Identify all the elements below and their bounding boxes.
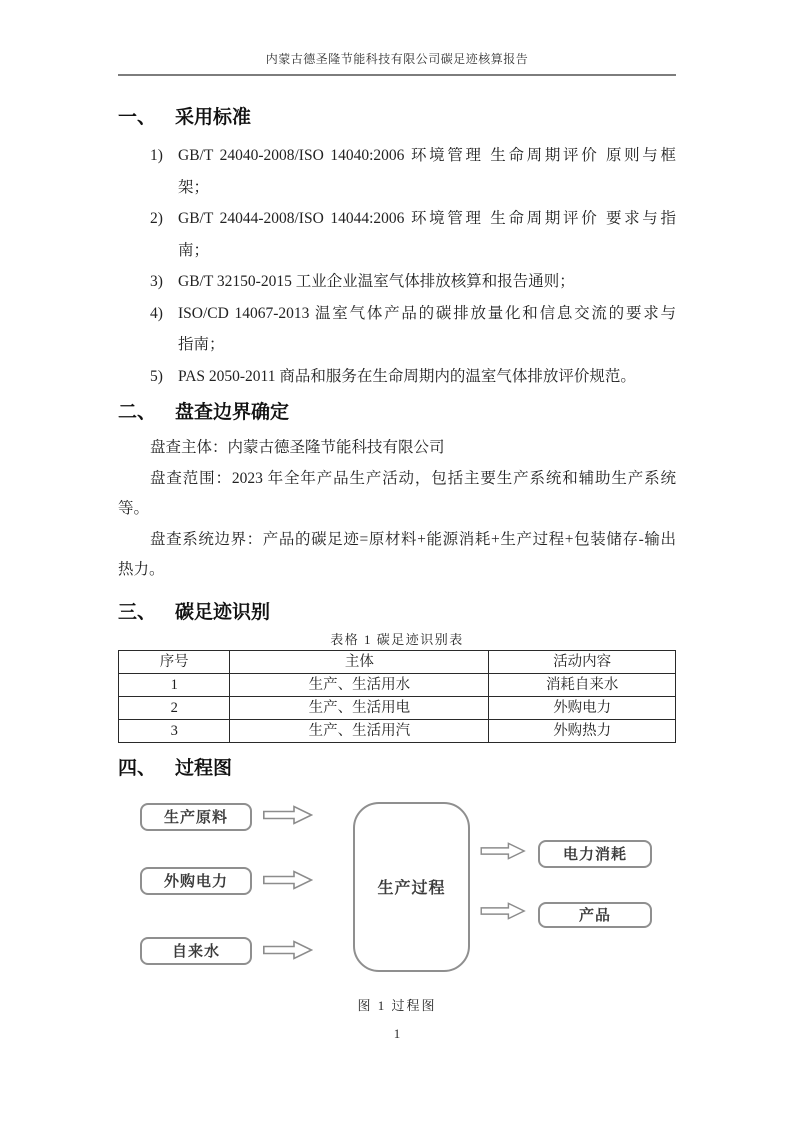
paragraph-line: 热力。	[118, 561, 165, 578]
cell-seq: 1	[119, 673, 230, 696]
diagram-process-box: 生产过程	[353, 802, 470, 972]
flow-arrow-icon	[263, 870, 313, 890]
paragraph-line: 盘查主体：内蒙古德圣隆节能科技有限公司	[150, 439, 445, 456]
flow-arrow-icon	[480, 842, 526, 860]
section-title: 盘查边界确定	[175, 402, 290, 423]
page-content	[0, 106, 794, 1014]
cell-activity: 外购热力	[489, 719, 676, 742]
table-row	[119, 696, 676, 719]
paragraph-line: 盘查系统边界：产品的碳足迹=原材料+能源消耗+生产过程+包装储存-输出	[150, 530, 676, 548]
table-caption: 表格 1 碳足迹识别表	[330, 631, 464, 647]
page-number: 1	[393, 1026, 401, 1041]
section-heading-standards	[118, 106, 676, 129]
list-item	[118, 140, 676, 203]
flow-arrow-icon	[480, 902, 526, 920]
diagram-input-purchased-electricity: 外购电力	[140, 867, 252, 895]
list-item-line: GB/T 24040-2008/ISO 14040:2006 环境管理 生命周期评价 原则与框	[178, 147, 676, 164]
section-number: 四、	[118, 757, 157, 779]
section-heading-identification	[118, 601, 676, 624]
list-item-line: 架；	[178, 178, 210, 196]
cell-seq: 3	[119, 719, 230, 742]
section-number: 一、	[118, 107, 157, 128]
list-item	[118, 298, 676, 361]
cell-subject: 生产、生活用水	[230, 673, 489, 696]
page-header	[0, 0, 794, 76]
section-title: 过程图	[175, 757, 233, 779]
section-number: 三、	[118, 601, 157, 623]
paragraph-line: 等。	[118, 500, 150, 517]
header-rule	[118, 50, 676, 76]
list-item	[118, 266, 676, 298]
section-heading-boundary	[118, 401, 676, 424]
diagram-input-raw-materials: 生产原料	[140, 803, 252, 831]
list-item-marker: 2)	[150, 210, 163, 227]
section-number: 二、	[118, 402, 157, 423]
column-header-subject: 主体	[230, 650, 489, 673]
list-item-line: PAS 2050-2011 商品和服务在生命周期内的温室气体排放评价规范。	[178, 367, 636, 385]
standards-list	[118, 140, 676, 392]
boundary-paragraphs	[118, 433, 676, 586]
section-title: 采用标准	[175, 107, 252, 128]
cell-activity: 外购电力	[489, 696, 676, 719]
list-item-line: 南；	[178, 241, 210, 259]
list-item-line: ISO/CD 14067-2013 温室气体产品的碳排放量化和信息交流的要求与	[178, 304, 676, 322]
paragraph-line: 盘查范围：2023 年全年产品生产活动，包括主要生产系统和辅助生产系统	[150, 469, 676, 487]
flow-arrow-icon	[263, 805, 313, 825]
cell-seq: 2	[119, 696, 230, 719]
list-item-marker: 5)	[150, 367, 163, 385]
section-heading-process	[118, 757, 676, 780]
diagram-input-tap-water: 自来水	[140, 937, 252, 965]
figure-caption: 图 1 过程图	[357, 997, 437, 1013]
list-item-line: 指南；	[178, 336, 225, 353]
header-title: 内蒙古德圣隆节能科技有限公司碳足迹核算报告	[265, 52, 529, 66]
table-row	[119, 673, 676, 696]
column-header-activity: 活动内容	[489, 650, 676, 673]
cell-subject: 生产、生活用汽	[230, 719, 489, 742]
diagram-output-product: 产品	[538, 902, 652, 928]
list-item	[118, 361, 676, 393]
cell-subject: 生产、生活用电	[230, 696, 489, 719]
table-header-row	[119, 650, 676, 673]
list-item-marker: 1)	[150, 147, 163, 164]
table-row	[119, 719, 676, 742]
section-title: 碳足迹识别	[175, 601, 271, 623]
list-item-line: GB/T 32150-2015 工业企业温室气体排放核算和报告通则；	[178, 273, 575, 290]
flow-arrow-icon	[263, 940, 313, 960]
list-item	[118, 203, 676, 266]
column-header-seq: 序号	[119, 650, 230, 673]
process-flow-diagram	[118, 790, 676, 986]
footprint-identification-table	[118, 650, 676, 743]
list-item-marker: 3)	[150, 273, 163, 290]
list-item-line: GB/T 24044-2008/ISO 14044:2006 环境管理 生命周期评价 要求与指	[178, 210, 676, 227]
cell-activity: 消耗自来水	[489, 673, 676, 696]
diagram-output-electricity-consumption: 电力消耗	[538, 840, 652, 868]
list-item-marker: 4)	[150, 304, 163, 322]
